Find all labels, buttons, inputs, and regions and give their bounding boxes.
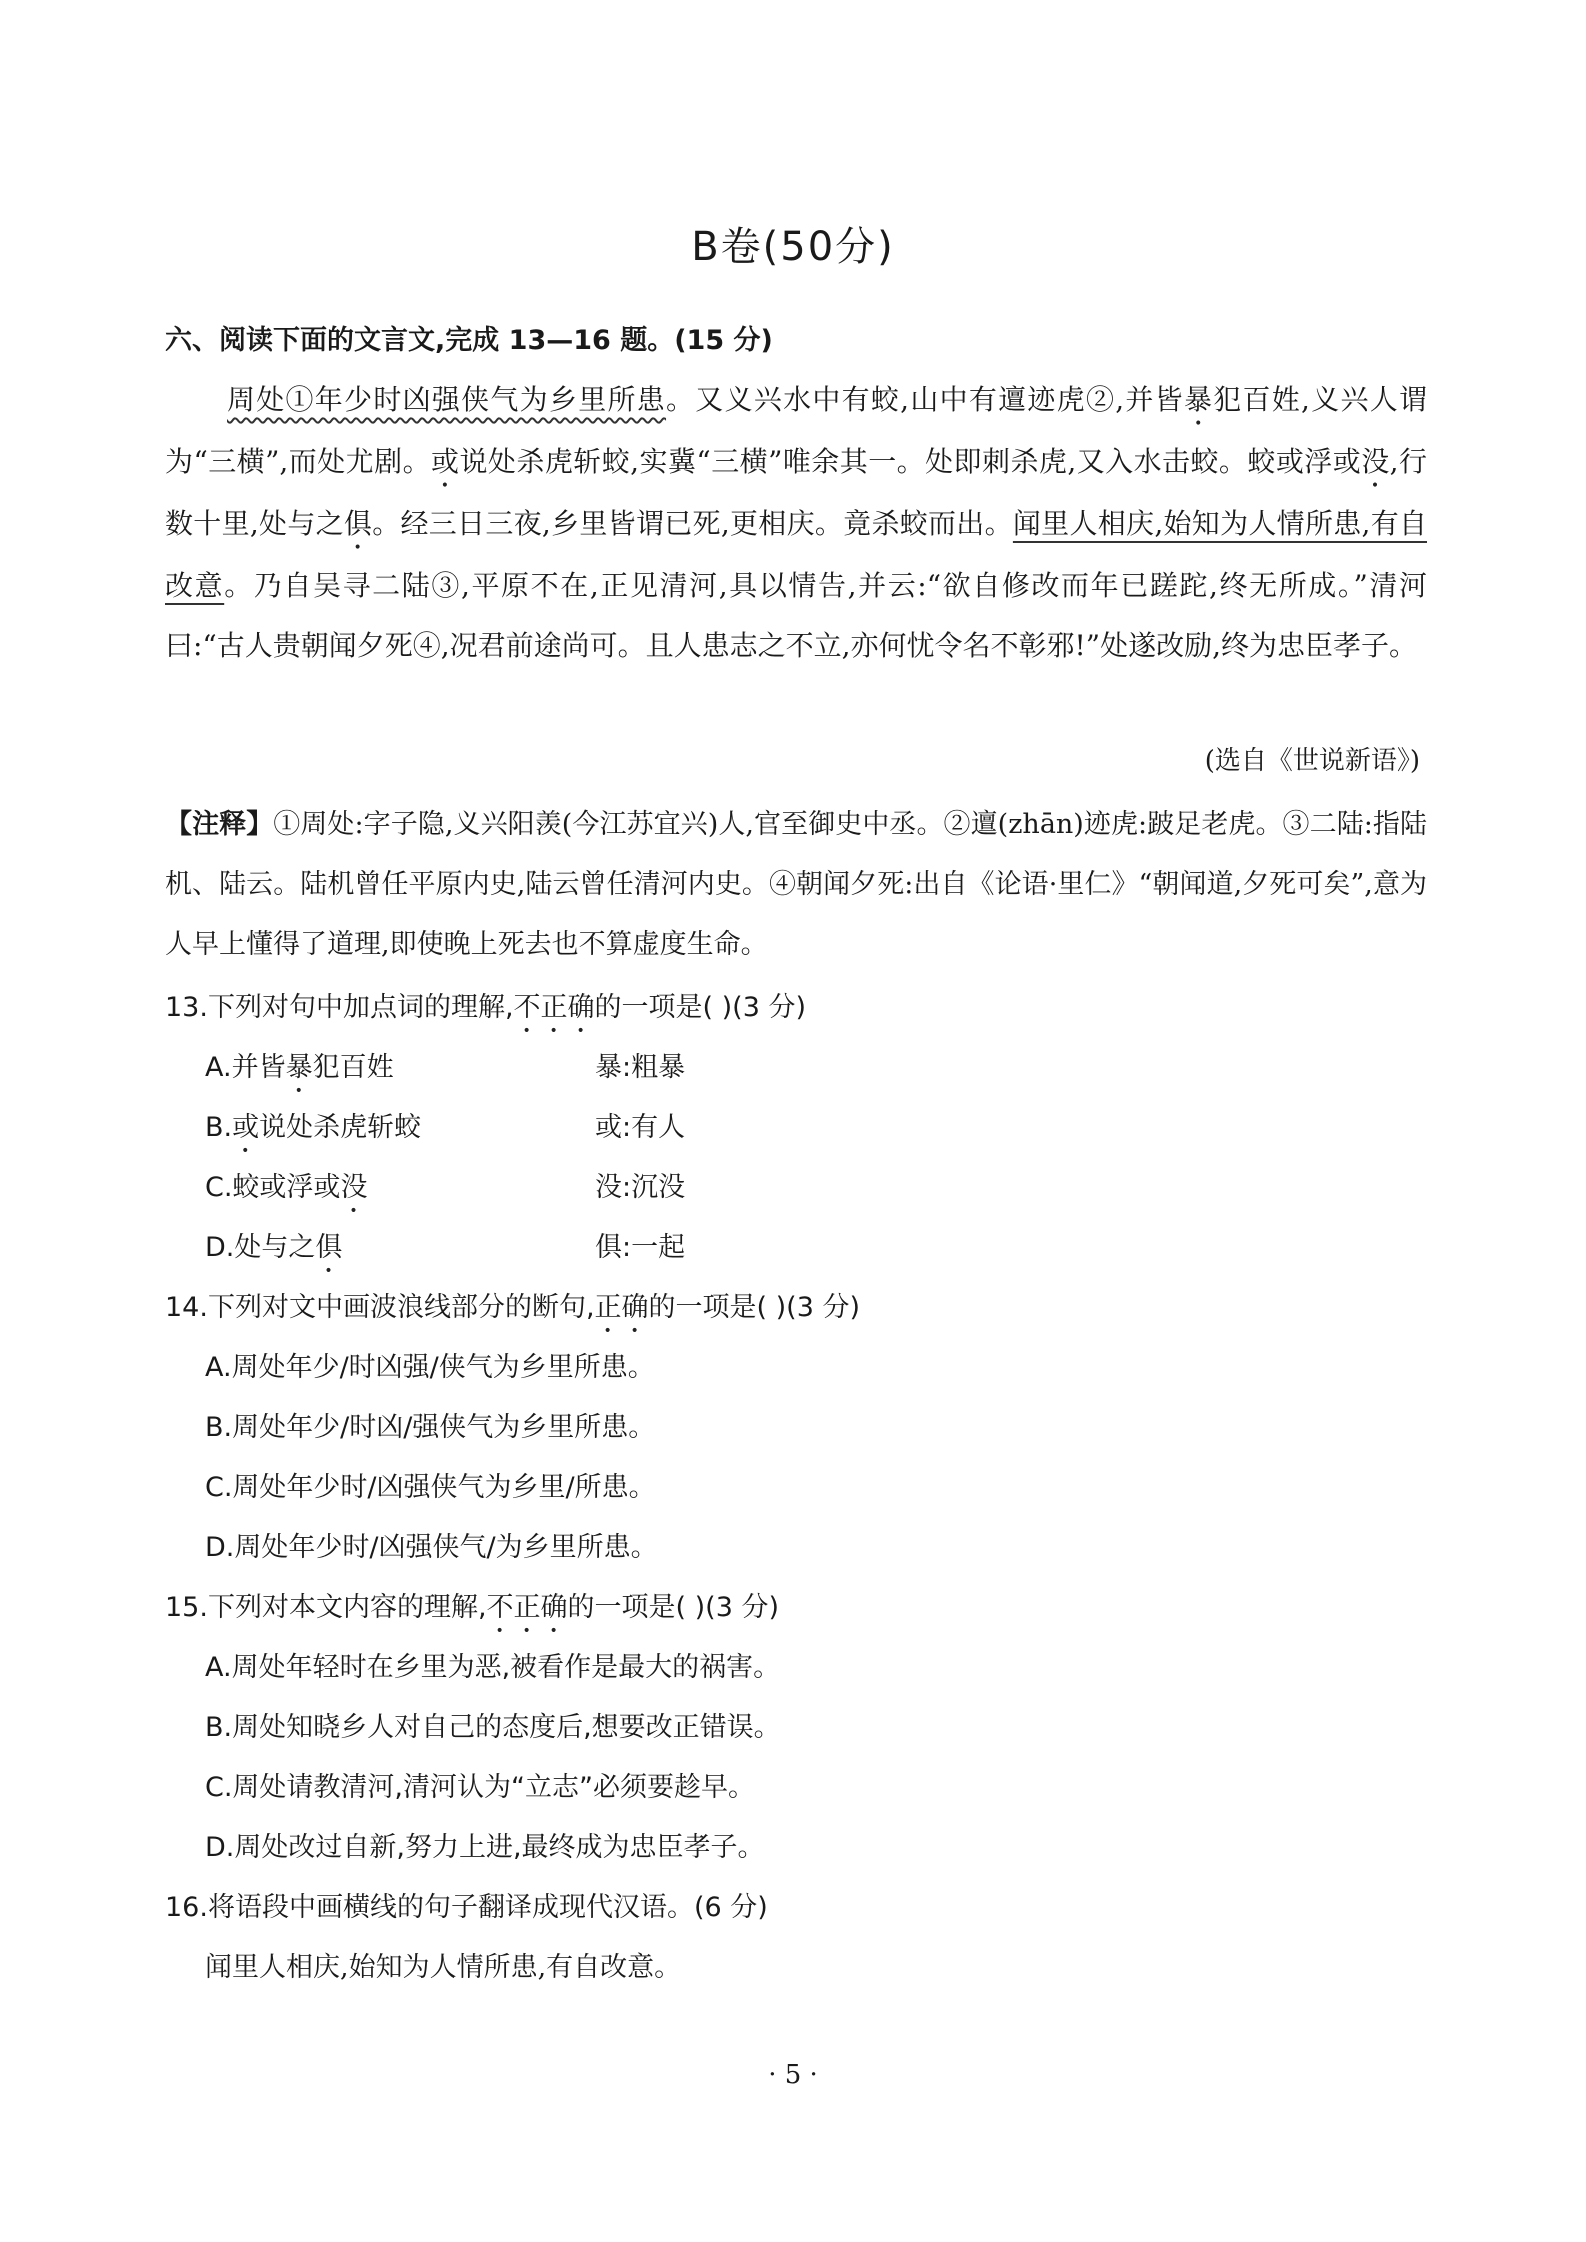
dotted-word: 俱 bbox=[343, 507, 373, 540]
dotted-word: 暴 bbox=[285, 1052, 313, 1083]
q14-option-c: C.周处年少时/凶强侠气为乡里/所患。 bbox=[205, 1472, 656, 1503]
dotted-word: 暴 bbox=[1183, 383, 1214, 416]
q15-option-d: D.周处改过自新,努力上进,最终成为忠臣孝子。 bbox=[205, 1832, 765, 1863]
q15-option-c: C.周处请教清河,清河认为“立志”必须要趁早。 bbox=[205, 1772, 755, 1803]
question-13 bbox=[165, 985, 1427, 1039]
question-text: 的一项是( )(3 分) bbox=[648, 1292, 861, 1323]
dotted-word: 不正确 bbox=[513, 992, 595, 1023]
question-14 bbox=[165, 1285, 1427, 1339]
q14-option-d: D.周处年少时/凶强侠气/为乡里所患。 bbox=[205, 1532, 658, 1563]
question-text: 14.下列对文中画波浪线部分的断句, bbox=[165, 1292, 595, 1323]
dotted-word: 没 bbox=[340, 1172, 368, 1203]
q13-gloss-b: 或:有人 bbox=[595, 1112, 686, 1143]
question-text: 的一项是( )(3 分) bbox=[567, 1592, 780, 1623]
passage-text: 说处杀虎斩蛟,实冀“三横”唯余其一。处即刺杀虎,又入水击蛟。蛟或浮或 bbox=[459, 445, 1362, 478]
wavy-underlined-text: 周处①年少时凶强侠气为乡里所患 bbox=[227, 383, 667, 416]
underlined-sentence: 闻里人相庆,始知为人情所患,有自改意 bbox=[165, 507, 1427, 602]
dotted-word: 或 bbox=[431, 445, 460, 478]
question-16: 16.将语段中画横线的句子翻译成现代汉语。(6 分) bbox=[165, 1892, 768, 1923]
question-15 bbox=[165, 1585, 1427, 1639]
q13-option-c: C.蛟或浮或没 bbox=[205, 1172, 368, 1203]
dotted-word: 不正确 bbox=[486, 1592, 568, 1623]
passage-text: 犯百姓,义兴人谓为“三横”,而处尤剧。 bbox=[165, 383, 1427, 478]
q13-gloss-a: 暴:粗暴 bbox=[595, 1052, 686, 1083]
annotations bbox=[165, 795, 1427, 975]
passage-paragraph bbox=[165, 370, 1427, 676]
page-number: · 5 · bbox=[768, 2060, 818, 2090]
dotted-word: 或 bbox=[232, 1112, 260, 1143]
classical-passage bbox=[165, 370, 1427, 676]
source-citation: (选自《世说新语》) bbox=[1204, 746, 1420, 776]
section-heading: 六、阅读下面的文言文,完成 13—16 题。(15 分) bbox=[165, 325, 773, 356]
q13-option-b: B.或说处杀虎斩蛟 bbox=[205, 1112, 422, 1143]
passage-text: 。乃自吴寻二陆③,平原不在,正见清河,具以情告,并云:“欲自修改而年已蹉跎,终无所成。”清河曰:“古人贵朝闻夕死④,况君前途尚可。且人患志之不立,亦何忧令名不彰邪!”处遂改励,终为忠臣孝子。 bbox=[165, 569, 1427, 662]
annotation-text: ①周处:字子隐,义兴阳羡(今江苏宜兴)人,官至御史中丞。②邅(zhān)迹虎:跛足老虎。③二陆:指陆机、陆云。陆机曾任平原内史,陆云曾任清河内史。④朝闻夕死:出自《论语·里仁》“朝闻道,夕死可矣”,意为人早上懂得了道理,即使晚上死去也不算虚度生命。 bbox=[165, 809, 1427, 960]
q13-option-a: A.并皆暴犯百姓 bbox=[205, 1052, 394, 1083]
q13-gloss-c: 没:沉没 bbox=[595, 1172, 686, 1203]
q15-option-b: B.周处知晓乡人对自己的态度后,想要改正错误。 bbox=[205, 1712, 781, 1743]
page-title: B卷(50分) bbox=[691, 224, 895, 270]
question-text: 13.下列对句中加点词的理解, bbox=[165, 992, 514, 1023]
annotation-tag: 【注释】 bbox=[165, 809, 274, 840]
q14-option-b: B.周处年少/时凶/强侠气为乡里所患。 bbox=[205, 1412, 656, 1443]
question-text: 15.下列对本文内容的理解, bbox=[165, 1592, 487, 1623]
dotted-word: 俱 bbox=[315, 1232, 343, 1263]
q13-gloss-d: 俱:一起 bbox=[595, 1232, 686, 1263]
q14-option-a: A.周处年少/时凶强/侠气为乡里所患。 bbox=[205, 1352, 655, 1383]
q13-option-d: D.处与之俱 bbox=[205, 1232, 343, 1263]
q15-option-a: A.周处年轻时在乡里为恶,被看作是最大的祸害。 bbox=[205, 1652, 781, 1683]
passage-text: 。经三日三夜,乡里皆谓已死,更相庆。竟杀蛟而出。 bbox=[372, 507, 1013, 540]
q16-sentence: 闻里人相庆,始知为人情所患,有自改意。 bbox=[205, 1952, 682, 1983]
question-text: 的一项是( )(3 分) bbox=[594, 992, 807, 1023]
passage-text: ,行数十里,处与之 bbox=[165, 445, 1427, 540]
passage-text: 。又义兴水中有蛟,山中有邅迹虎②,并皆 bbox=[666, 383, 1184, 416]
dotted-word: 正确 bbox=[594, 1292, 649, 1323]
dotted-word: 没 bbox=[1361, 445, 1390, 478]
